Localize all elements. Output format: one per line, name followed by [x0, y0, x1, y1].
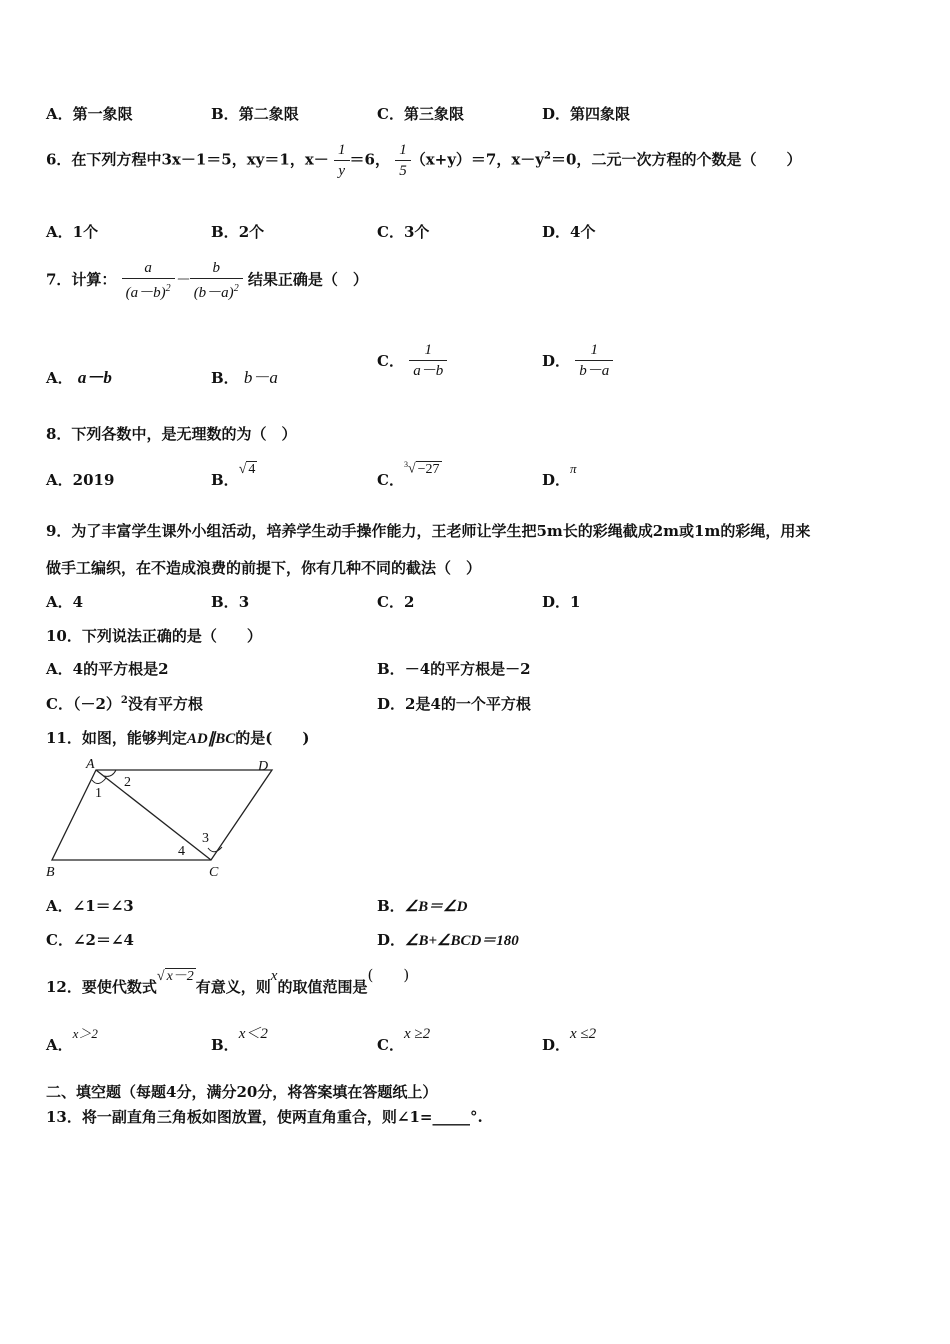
q12-stem: 12．要使代数式√ x－2有意义，则x的取值范围是( ): [46, 966, 410, 996]
q8-option-c: C．$^3$√ −27: [377, 460, 440, 489]
label-angle-4: 4: [178, 844, 185, 859]
label-point-b: B: [46, 865, 55, 880]
q11-option-b: B．∠B＝∠D: [377, 897, 468, 915]
q7-option-c: C． $\frac{1}{a-b}$: [377, 340, 447, 381]
label-point-d: D: [258, 759, 269, 774]
q5-option-c: C．第三象限: [377, 105, 464, 123]
q5-option-a: A．第一象限: [46, 105, 133, 123]
q12-option-b: B．x＜2: [211, 1026, 268, 1054]
q6-option-b: B．2个: [211, 223, 265, 241]
sqrt-x-minus-2: √ x－2: [156, 969, 194, 984]
q9-option-c: C．2: [377, 593, 415, 611]
q9-stem-line1: 9．为了丰富学生课外小组活动，培养学生动手操作能力，王老师让学生把5m长的彩绳截成2m或1m的彩绳，用来: [46, 522, 811, 540]
q11-option-a: A．∠1＝∠3: [46, 897, 134, 915]
q8-option-d: D．π: [542, 461, 577, 489]
cube-root-neg27: $^3$√ −27: [403, 460, 440, 477]
q9-option-a: A．4: [46, 593, 84, 611]
q10-option-c: C．$(-2)^2$没有平方根: [46, 695, 203, 713]
parallelogram-outline: [52, 770, 272, 860]
sqrt-4: √ 4: [238, 462, 256, 477]
q10-stem: 10．下列说法正确的是（ ）: [46, 627, 262, 645]
q12-option-c: C．x ≥2: [377, 1026, 431, 1054]
q8-stem: 8．下列各数中，是无理数的为（ ）: [46, 425, 297, 443]
q13-stem: 13．将一副直角三角板如图放置，使两直角重合，则∠1=_____°.: [46, 1108, 483, 1126]
q7-stem: 7．计算： $\frac{a}{(a-b)^2}$ － $\frac{b}{(b-a)^2}$ 结果正确是（ ）: [46, 260, 368, 301]
q5-option-b: B．第二象限: [211, 105, 299, 123]
q6-option-a: A．1个: [46, 223, 99, 241]
q6-frac-1-over-5: $\frac{1}{5}$: [395, 140, 411, 181]
label-point-c: C: [209, 865, 219, 880]
q8-option-a: A．2019: [46, 471, 115, 489]
q9-option-b: B．3: [211, 593, 250, 611]
angle-arc-1: [92, 778, 106, 784]
q7-frac-1: $\frac{a}{(a-b)^2}$: [122, 258, 175, 303]
q6-stem: 6．在下列方程中3x－1＝5，xy＝1，x－ $\frac{1}{y}$ ＝6， $\frac{1}{5}$ （x+y）＝7，$x-y^2=0$，二元一次方程的个数是（ ）: [46, 142, 802, 179]
q11-option-d: D．∠B+∠BCD＝180: [377, 931, 519, 949]
label-point-a: A: [86, 757, 95, 772]
q10-option-a: A．4的平方根是2: [46, 660, 169, 678]
q9-option-d: D．1: [542, 593, 581, 611]
q8-option-b: B．√ 4: [211, 462, 256, 489]
q7-option-c-frac: $\frac{1}{a-b}$: [409, 340, 447, 381]
label-angle-1: 1: [95, 786, 102, 801]
q6-option-c: C．3个: [377, 223, 430, 241]
q7-option-a: A． a－b: [46, 368, 112, 387]
q7-option-b: B． b－a: [211, 368, 278, 387]
section-2-title: 二、填空题（每题4分，满分20分，将答案填在答题纸上）: [46, 1083, 438, 1101]
label-angle-3: 3: [202, 831, 209, 846]
parallelogram-figure: [40, 752, 290, 882]
label-angle-2: 2: [124, 775, 131, 790]
q7-option-d: D． $\frac{1}{b-a}$: [542, 340, 613, 381]
diagonal-ac: [96, 770, 211, 860]
q6-option-d: D．4个: [542, 223, 596, 241]
q10-option-b: B．－4的平方根是－2: [377, 660, 531, 678]
q11-option-c: C．∠2＝∠4: [46, 931, 134, 949]
q12-option-d: D．x ≤2: [542, 1026, 597, 1054]
q7-frac-2: $\frac{b}{(b-a)^2}$: [190, 258, 243, 303]
q7-option-d-frac: $\frac{1}{b-a}$: [575, 340, 613, 381]
q12-option-a: A．x＞2: [46, 1026, 98, 1054]
q6-frac-1-over-y: $\frac{1}{y}$: [334, 140, 350, 181]
q5-option-d: D．第四象限: [542, 105, 631, 123]
angle-arc-2: [104, 770, 116, 776]
q11-stem: 11．如图，能够判定AD∥BC的是( ): [46, 729, 310, 747]
q10-option-d: D．2是4的一个平方根: [377, 695, 531, 713]
q9-stem-line2: 做手工编织，在不造成浪费的前提下，你有几种不同的截法（ ）: [46, 559, 482, 577]
